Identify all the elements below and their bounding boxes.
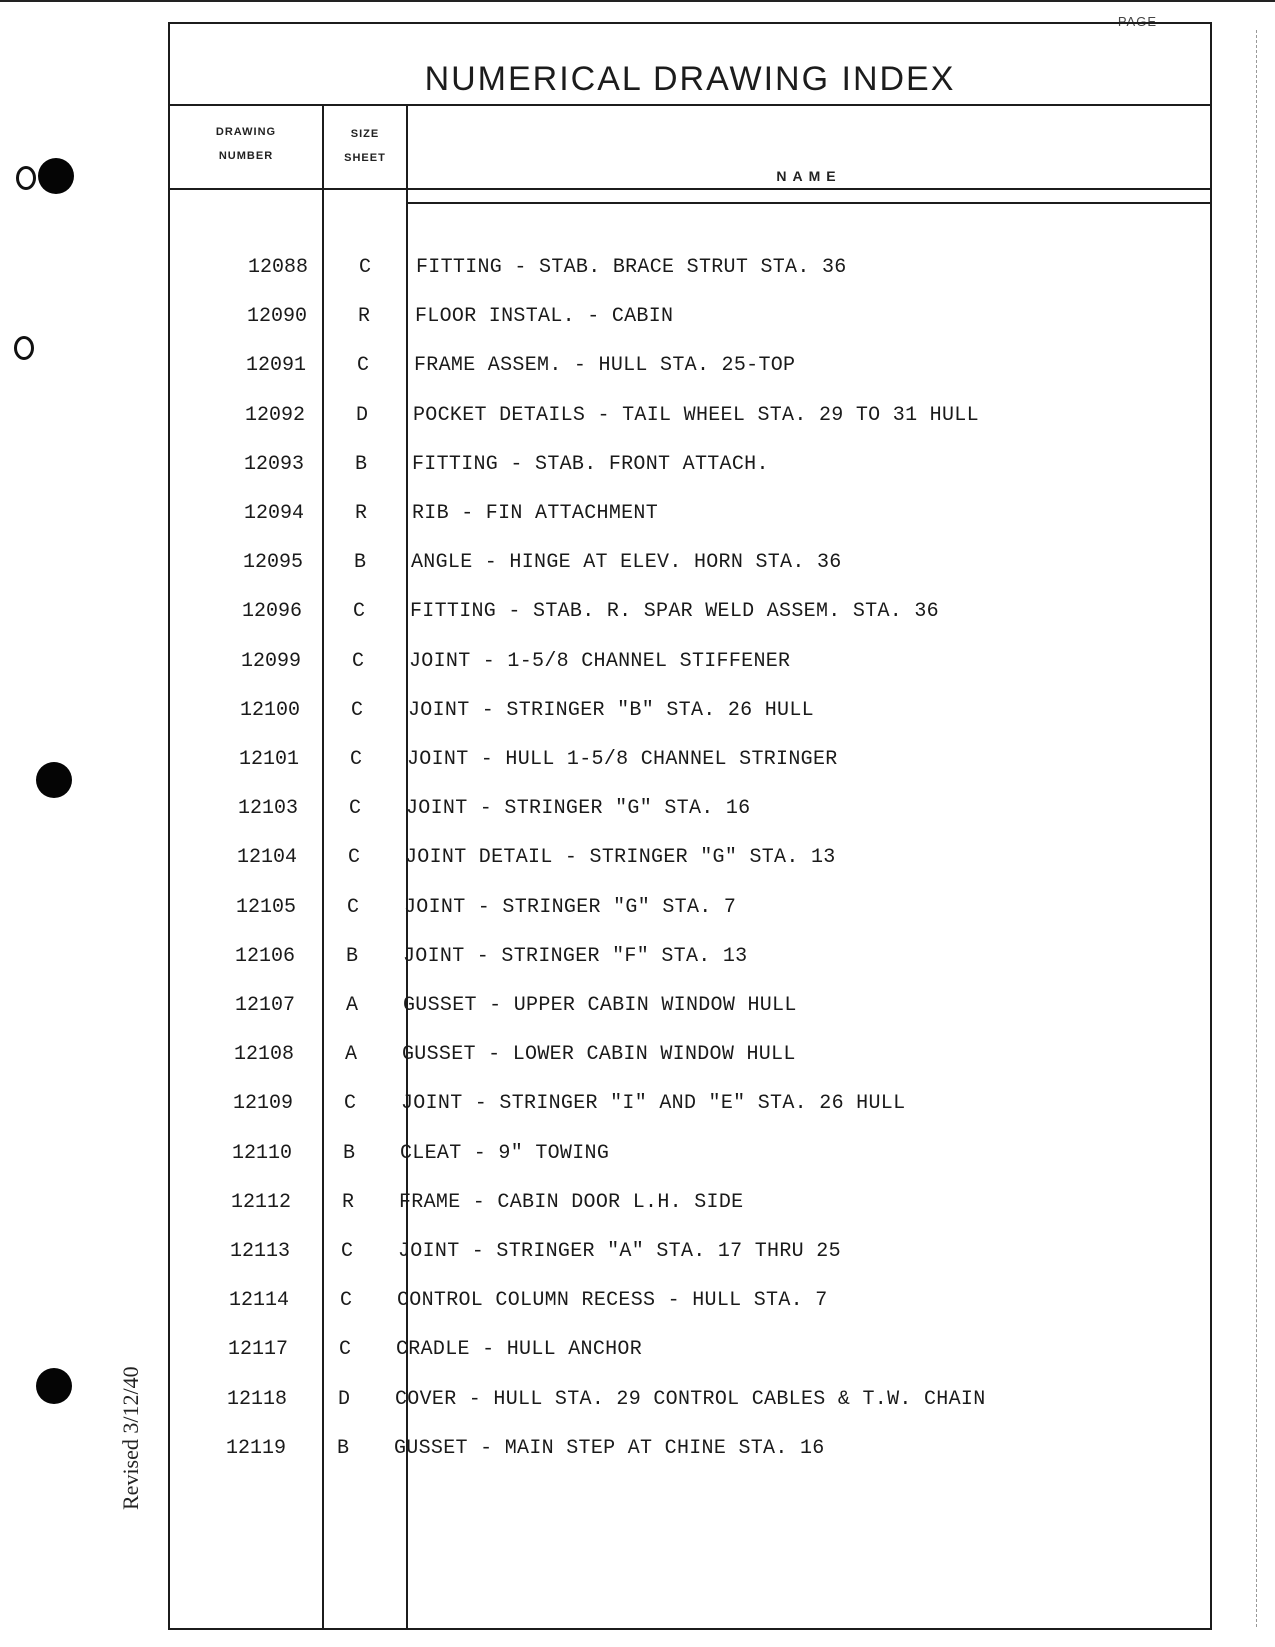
drawing-name: FRAME ASSEM. - HULL STA. 25-TOP (414, 354, 796, 378)
drawing-name: FRAME - CABIN DOOR L.H. SIDE (399, 1190, 744, 1214)
drawing-name: FITTING - STAB. FRONT ATTACH. (412, 452, 769, 476)
drawing-number: 12091 (245, 354, 306, 378)
table-row (170, 256, 1210, 282)
drawing-number: 12096 (241, 600, 302, 624)
drawing-number: 12101 (238, 748, 299, 771)
drawing-name: FITTING - STAB. R. SPAR WELD ASSEM. STA. 36 (410, 600, 939, 624)
drawing-number: 12105 (235, 895, 296, 919)
drawing-name: JOINT - HULL 1-5/8 CHANNEL STRINGER (407, 748, 838, 771)
size-sheet: R (354, 502, 367, 525)
header-divider (170, 188, 1210, 190)
table-row (153, 1191, 1193, 1217)
size-sheet: C (348, 797, 361, 821)
drawing-number: 12094 (243, 502, 304, 525)
size-sheet: A (345, 994, 358, 1017)
drawing-name: JOINT - STRINGER "G" STA. 16 (406, 797, 751, 821)
header-size-sheet (324, 122, 406, 170)
drawing-name: FLOOR INSTAL. - CABIN (415, 305, 674, 329)
drawing-name: GUSSET - LOWER CABIN WINDOW HULL (402, 1043, 796, 1067)
table-row (160, 797, 1200, 823)
size-sheet: C (349, 748, 362, 771)
table-row (167, 404, 1207, 430)
drawing-name: GUSSET - UPPER CABIN WINDOW HULL (403, 994, 797, 1017)
table-row (168, 354, 1208, 380)
table-row (163, 650, 1203, 676)
header-size-sheet-text: SIZE SHEET (344, 128, 386, 164)
table-row (150, 1338, 1190, 1364)
title-divider (170, 104, 1210, 106)
table-row (157, 994, 1197, 1020)
size-sheet: C (358, 256, 371, 279)
table-row (152, 1240, 1192, 1266)
drawing-name: CLEAT - 9" TOWING (400, 1141, 610, 1165)
drawing-name: CRADLE - HULL ANCHOR (396, 1338, 643, 1362)
drawing-number: 12104 (236, 846, 297, 870)
binder-hole-middle (36, 762, 72, 798)
table-row (156, 1043, 1196, 1069)
size-sheet: D (337, 1387, 350, 1411)
size-sheet: A (344, 1043, 357, 1067)
drawing-number: 12110 (231, 1141, 292, 1165)
size-sheet: C (351, 649, 364, 673)
table-row (151, 1289, 1191, 1315)
drawing-number: 12092 (244, 403, 305, 427)
size-sheet: B (353, 551, 366, 575)
header-drawing-number-text: DRAWING NUMBER (215, 126, 277, 162)
drawing-name: COVER - HULL STA. 29 CONTROL CABLES & T.W. CHAIN (395, 1387, 986, 1411)
binder-hole-top (38, 158, 74, 194)
table-row (161, 748, 1201, 774)
drawing-name: JOINT - STRINGER "F" STA. 13 (403, 944, 748, 968)
table-row (149, 1388, 1189, 1414)
table-row (148, 1437, 1188, 1463)
table-row (159, 846, 1199, 872)
drawing-number: 12107 (234, 994, 295, 1017)
size-sheet: C (343, 1092, 356, 1116)
size-sheet: C (350, 698, 363, 722)
drawing-name: JOINT - STRINGER "I" AND "E" STA. 26 HULL (401, 1092, 906, 1116)
top-edge-rule (0, 0, 1275, 2)
table-row (162, 699, 1202, 725)
drawing-name: JOINT DETAIL - STRINGER "G" STA. 13 (405, 846, 836, 870)
size-sheet: R (357, 305, 370, 329)
drawing-number: 12093 (243, 452, 304, 476)
drawing-number: 12109 (232, 1092, 293, 1116)
drawing-name: FITTING - STAB. BRACE STRUT STA. 36 (416, 256, 847, 279)
size-sheet: C (346, 895, 359, 919)
name-header-divider (406, 202, 1210, 204)
revised-note: Revised 3/12/40 (118, 1366, 143, 1510)
size-sheet: C (339, 1289, 352, 1313)
table-row (166, 453, 1206, 479)
drawing-number: 12118 (226, 1387, 287, 1411)
drawing-number: 12119 (225, 1436, 286, 1460)
drawing-number: 12108 (233, 1043, 294, 1067)
drawing-name: RIB - FIN ATTACHMENT (412, 502, 659, 525)
drawing-number: 12113 (229, 1240, 290, 1263)
table-row (166, 502, 1206, 528)
table-row (155, 1092, 1195, 1118)
table-row (158, 896, 1198, 922)
header-drawing-number (170, 120, 322, 168)
page-title: NUMERICAL DRAWING INDEX (424, 60, 956, 98)
drawing-number: 12106 (234, 944, 295, 968)
drawing-name: JOINT - STRINGER "A" STA. 17 THRU 25 (398, 1240, 841, 1263)
page-label: PAGE (1117, 14, 1157, 29)
table-row (169, 305, 1209, 331)
table-row (165, 551, 1205, 577)
size-sheet: C (356, 354, 369, 378)
size-sheet: R (341, 1190, 354, 1214)
drawing-name: ANGLE - HINGE AT ELEV. HORN STA. 36 (411, 551, 842, 575)
drawing-number: 12088 (247, 256, 308, 279)
drawing-name: GUSSET - MAIN STEP AT CHINE STA. 16 (394, 1436, 825, 1460)
drawing-number: 12112 (230, 1190, 291, 1214)
header-name: NAME (776, 168, 842, 184)
drawing-name: JOINT - STRINGER "B" STA. 26 HULL (408, 698, 814, 722)
table-row (154, 1142, 1194, 1168)
size-sheet: B (345, 944, 358, 968)
drawing-number: 12095 (242, 551, 303, 575)
drawing-number: 12100 (239, 698, 300, 722)
drawing-number: 12114 (228, 1289, 289, 1313)
drawing-number: 12090 (246, 305, 307, 329)
drawing-number: 12103 (237, 797, 298, 821)
drawing-name: JOINT - 1-5/8 CHANNEL STIFFENER (409, 649, 791, 673)
drawing-number: 12117 (227, 1338, 288, 1362)
size-sheet: B (342, 1141, 355, 1165)
binder-ring-top-icon (16, 166, 36, 190)
table-row (164, 600, 1204, 626)
table-row (157, 945, 1197, 971)
size-sheet: C (340, 1240, 353, 1263)
right-edge-dashes (1256, 30, 1257, 1627)
drawing-number: 12099 (240, 649, 301, 673)
drawing-name: JOINT - STRINGER "G" STA. 7 (404, 895, 737, 919)
size-sheet: D (355, 403, 368, 427)
binder-ring-icon (14, 336, 34, 360)
size-sheet: B (354, 452, 367, 476)
binder-hole-bottom (36, 1368, 72, 1404)
size-sheet: C (338, 1338, 351, 1362)
drawing-name: CONTROL COLUMN RECESS - HULL STA. 7 (397, 1289, 828, 1313)
size-sheet: B (336, 1436, 349, 1460)
size-sheet: C (352, 600, 365, 624)
drawing-name: POCKET DETAILS - TAIL WHEEL STA. 29 TO 31 HULL (413, 403, 979, 427)
index-form (168, 22, 1212, 1630)
size-sheet: C (347, 846, 360, 870)
